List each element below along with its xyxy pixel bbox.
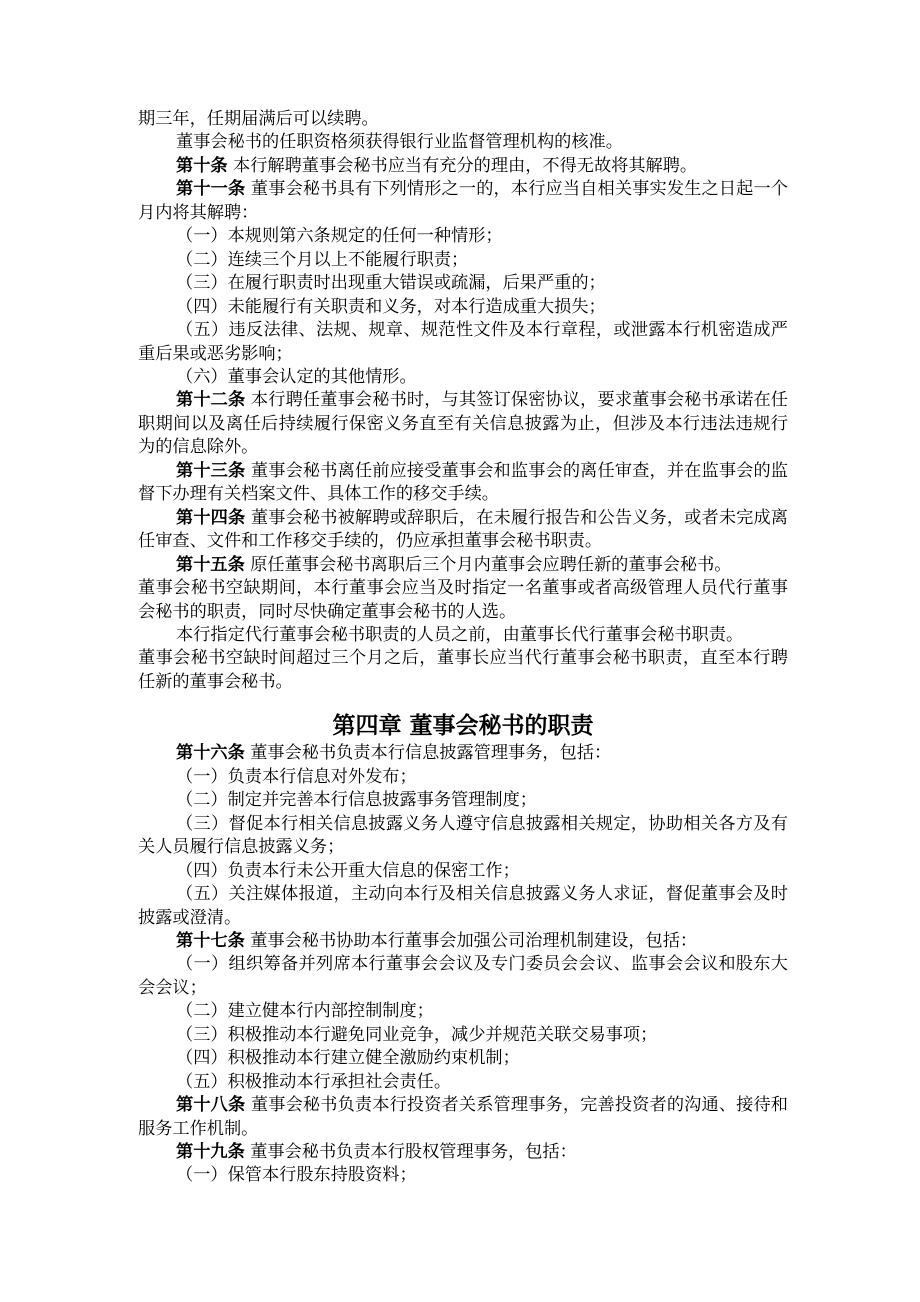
paragraph — [138, 813, 788, 860]
paragraph-text: （一）组织筹备并列席本行董事会会议及专门委员会会议、监事会会议和股东大会会议； — [138, 954, 788, 998]
paragraph-text: 董事会秘书负责本行股权管理事务，包括： — [244, 1142, 577, 1163]
paragraph — [138, 1094, 788, 1141]
paragraph-text: 董事会秘书负责本行信息披露管理事务，包括： — [244, 743, 612, 764]
paragraph-text: （二）建立健本行内部控制制度； — [176, 1001, 434, 1022]
article-number: 第十九条 — [176, 1142, 245, 1163]
paragraph-text: （四）未能履行有关职责和义务，对本行造成重大损失； — [176, 296, 606, 317]
paragraph — [138, 108, 788, 131]
article-number: 第十二条 — [176, 390, 246, 411]
paragraph — [138, 930, 788, 953]
paragraph — [138, 1000, 788, 1023]
paragraph-text: 本行聘任董事会秘书时，与其签订保密协议，要求董事会秘书承诺在任职期间以及离任后持续履行保密义务直至有关信息披露为止，但涉及本行违法违规行为的信息除外。 — [138, 390, 788, 458]
paragraph-text: 原任董事会秘书离职后三个月内董事会应聘任新的董事会秘书。 — [244, 554, 732, 575]
section-paragraphs-top — [138, 108, 788, 694]
document-page — [138, 108, 788, 1188]
paragraph-text: 董事会秘书离任前应接受董事会和监事会的离任审查，并在监事会的监督下办理有关档案文件、具体工作的移交手续。 — [138, 460, 788, 505]
paragraph-text: （一）保管本行股东持股资料； — [176, 1165, 417, 1186]
paragraph-text: （三）积极推动本行避免同业竞争，减少并规范关联交易事项； — [176, 1024, 658, 1045]
paragraph-text: （一）本规则第六条规定的任何一种情形； — [176, 226, 503, 247]
paragraph — [138, 225, 788, 248]
paragraph-text: （一）负责本行信息对外发布； — [176, 766, 417, 787]
paragraph-text: （四）积极推动本行建立健全激励约束机制； — [176, 1048, 520, 1069]
paragraph-text: （三）在履行职责时出现重大错误或疏漏，后果严重的； — [176, 273, 606, 294]
paragraph — [138, 319, 788, 366]
paragraph — [138, 883, 788, 930]
paragraph — [138, 953, 788, 1000]
article-number: 第十八条 — [176, 1095, 246, 1116]
paragraph — [138, 178, 788, 225]
paragraph-text: 本行指定代行董事会秘书职责的人员之前，由董事长代行董事会秘书职责。 — [176, 624, 744, 645]
paragraph-text: （五）关注媒体报道，主动向本行及相关信息披露义务人求证，督促董事会及时披露或澄清。 — [138, 884, 788, 928]
section-paragraphs-bottom — [138, 742, 788, 1188]
paragraph — [138, 860, 788, 883]
paragraph — [138, 272, 788, 295]
chapter-title: 第四章 董事会秘书的职责 — [332, 713, 594, 740]
paragraph — [138, 647, 788, 694]
paragraph-text: 期三年，任期届满后可以续聘。 — [138, 109, 379, 129]
paragraph-text: 董事会秘书被解聘或辞职后，在未履行报告和公告义务，或者未完成离任审查、文件和工作移交手续的，仍应承担董事会秘书职责。 — [138, 507, 788, 552]
article-number: 第十一条 — [176, 179, 246, 200]
paragraph-text: （三）督促本行相关信息披露义务人遵守信息披露相关规定，协助相关各方及有关人员履行信息披露义务； — [138, 813, 788, 858]
paragraph — [138, 577, 788, 624]
paragraph — [138, 366, 788, 389]
article-number: 第十条 — [176, 155, 228, 176]
paragraph — [138, 1164, 788, 1187]
paragraph — [138, 155, 788, 178]
paragraph-text: （四）负责本行未公开重大信息的保密工作； — [176, 860, 520, 881]
paragraph — [138, 131, 788, 154]
paragraph-text: 本行解聘董事会秘书应当有充分的理由，不得无故将其解聘。 — [227, 155, 698, 176]
article-number: 第十七条 — [176, 930, 245, 951]
paragraph-text: （二）制定并完善本行信息披露事务管理制度； — [176, 790, 537, 811]
paragraph-text: 董事会秘书协助本行董事会加强公司治理机制建设，包括： — [244, 930, 698, 951]
paragraph — [138, 1141, 788, 1164]
article-number: 第十四条 — [176, 507, 246, 528]
paragraph-text: 董事会秘书空缺时间超过三个月之后，董事长应当代行董事会秘书职责，直至本行聘任新的董事会秘书。 — [138, 648, 788, 692]
paragraph-text: （六）董事会认定的其他情形。 — [176, 366, 417, 387]
paragraph — [138, 1024, 788, 1047]
paragraph-text: （二）连续三个月以上不能履行职责； — [176, 249, 469, 270]
article-number: 第十五条 — [176, 554, 245, 575]
paragraph — [138, 624, 788, 647]
paragraph-text: （五）违反法律、法规、规章、规范性文件及本行章程，或泄露本行机密造成严重后果或恶劣影响； — [138, 320, 788, 364]
paragraph-text: 董事会秘书具有下列情形之一的，本行应当自相关事实发生之日起一个月内将其解聘： — [138, 179, 788, 223]
paragraph — [138, 766, 788, 789]
paragraph — [138, 507, 788, 554]
paragraph-text: 董事会秘书空缺期间，本行董事会应当及时指定一名董事或者高级管理人员代行董事会秘书的职责，同时尽快确定董事会秘书的人选。 — [138, 578, 788, 622]
paragraph — [138, 1071, 788, 1094]
paragraph — [138, 389, 788, 459]
article-number: 第十六条 — [176, 743, 245, 764]
paragraph — [138, 742, 788, 765]
article-number: 第十三条 — [176, 460, 246, 481]
paragraph — [138, 789, 788, 812]
paragraph-text: 董事会秘书负责本行投资者关系管理事务，完善投资者的沟通、接待和服务工作机制。 — [138, 1095, 788, 1139]
paragraph — [138, 1047, 788, 1070]
paragraph — [138, 460, 788, 507]
paragraph — [138, 296, 788, 319]
paragraph — [138, 249, 788, 272]
paragraph — [138, 554, 788, 577]
paragraph-text: （五）积极推动本行承担社会责任。 — [176, 1071, 452, 1092]
paragraph-text: 董事会秘书的任职资格须获得银行业监督管理机构的核准。 — [176, 132, 623, 153]
